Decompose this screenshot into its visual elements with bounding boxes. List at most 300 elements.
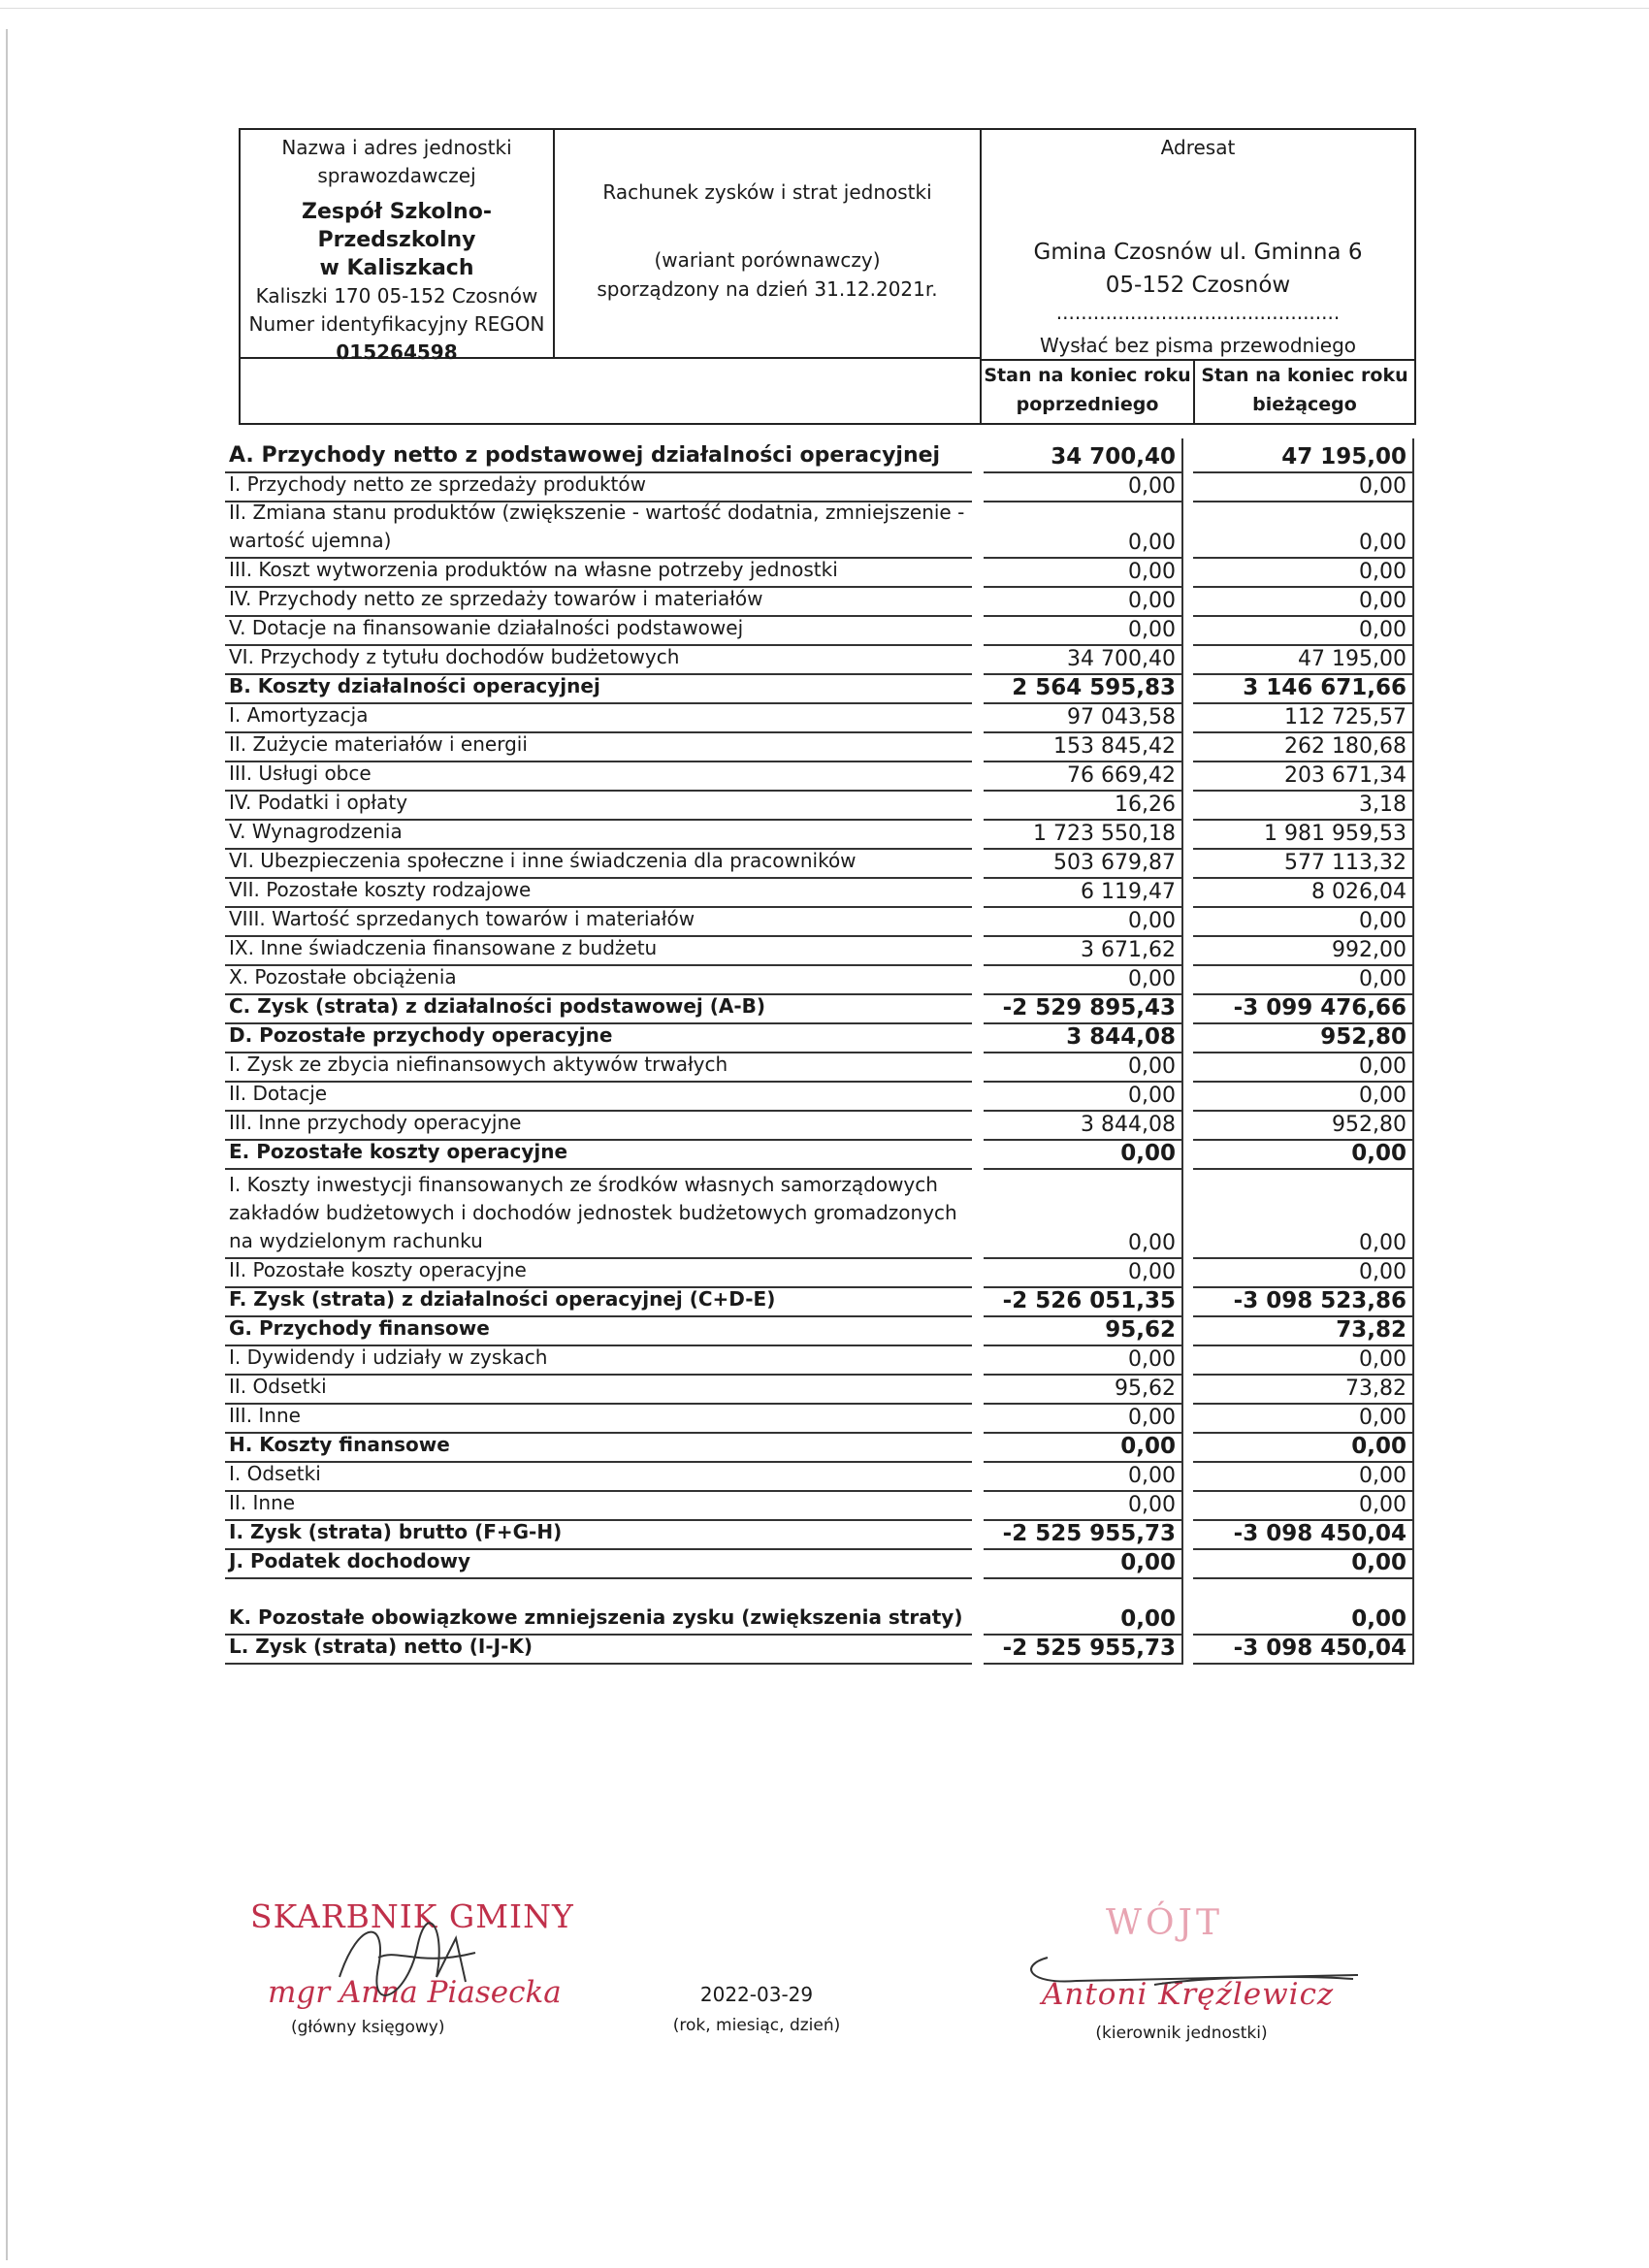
- value-current-text: 0,00: [1359, 618, 1406, 642]
- table-row: [225, 1259, 1416, 1288]
- value-current-year: [1193, 559, 1414, 588]
- value-current-year: [1193, 438, 1414, 473]
- value-current-text: 0,00: [1351, 1606, 1406, 1632]
- entity-name-2: w Kaliszkach: [319, 256, 474, 280]
- table-row: [225, 1521, 1416, 1550]
- table-row: [225, 821, 1416, 850]
- row-label-text: I. Odsetki: [229, 1462, 321, 1485]
- statement-table: [225, 438, 1416, 1665]
- value-current-year: [1193, 1492, 1414, 1521]
- value-previous-text: 0,00: [1128, 1084, 1176, 1108]
- treasurer-signature: [320, 1909, 495, 2016]
- value-current-year: [1193, 1376, 1414, 1405]
- row-label-text: VI. Ubezpieczenia społeczne i inne świadczenia dla pracowników: [229, 849, 857, 872]
- value-current-text: 203 671,34: [1284, 763, 1406, 788]
- row-label: [225, 617, 972, 646]
- value-previous-year: [984, 1492, 1183, 1521]
- value-previous-year: [984, 502, 1183, 559]
- row-label: [225, 1463, 972, 1492]
- value-current-year: [1193, 646, 1414, 675]
- table-row: [225, 1053, 1416, 1083]
- value-previous-year: [984, 733, 1183, 762]
- value-current-text: 0,00: [1359, 589, 1406, 613]
- value-current-text: 0,00: [1359, 1054, 1406, 1079]
- row-label: [225, 675, 972, 704]
- row-label-text: VIII. Wartość sprzedanych towarów i materiałów: [229, 907, 695, 930]
- row-label-text: I. Zysk ze zbycia niefinansowych aktywów trwałych: [229, 1053, 728, 1076]
- row-label-text: II. Odsetki: [229, 1375, 327, 1398]
- value-previous-text: 76 669,42: [1067, 763, 1176, 788]
- row-label-text: II. Inne: [229, 1491, 296, 1514]
- table-row: [225, 937, 1416, 966]
- entity-cell: [241, 130, 555, 364]
- value-previous-text: -2 529 895,43: [1002, 995, 1176, 1021]
- table-row: [225, 1579, 1416, 1636]
- title-cell: [555, 130, 982, 359]
- value-current-year: [1193, 1112, 1414, 1141]
- value-current-year: [1193, 1317, 1414, 1346]
- table-row: [225, 1434, 1416, 1463]
- value-previous-text: 0,00: [1128, 967, 1176, 991]
- table-row: [225, 966, 1416, 995]
- row-label: [225, 1024, 972, 1053]
- value-previous-year: [984, 1170, 1183, 1259]
- value-previous-text: -2 525 955,73: [1002, 1636, 1176, 1661]
- table-row: [225, 733, 1416, 762]
- table-row: [225, 1346, 1416, 1376]
- value-current-year: [1193, 850, 1414, 879]
- value-previous-text: 0,00: [1120, 1141, 1176, 1166]
- row-label-text: I. Przychody netto ze sprzedaży produktów: [229, 472, 646, 496]
- value-previous-text: 0,00: [1128, 618, 1176, 642]
- value-current-year: [1193, 937, 1414, 966]
- table-row: [225, 617, 1416, 646]
- value-current-year: [1193, 762, 1414, 792]
- addressee-cell: [982, 130, 1414, 359]
- value-current-text: 0,00: [1351, 1434, 1406, 1459]
- treasurer-caption: (główny księgowy): [291, 2018, 445, 2037]
- value-previous-text: 0,00: [1128, 1406, 1176, 1430]
- signing-date: 2022-03-29: [699, 1983, 814, 2006]
- value-previous-text: 0,00: [1128, 1347, 1176, 1372]
- row-label: [225, 1112, 972, 1141]
- table-row: [225, 1463, 1416, 1492]
- mayor-stamp-title: WÓJT: [1106, 1903, 1223, 1943]
- value-current-year: [1193, 675, 1414, 704]
- value-current-text: 3,18: [1359, 793, 1406, 817]
- value-previous-text: 503 679,87: [1053, 851, 1176, 875]
- entity-name-1: Zespół Szkolno-Przedszkolny: [302, 200, 492, 252]
- row-label: [225, 966, 972, 995]
- value-current-text: 73,82: [1345, 1377, 1406, 1401]
- value-current-year: [1193, 617, 1414, 646]
- value-previous-year: [984, 473, 1183, 502]
- row-label: [225, 1579, 972, 1636]
- value-current-year: [1193, 1288, 1414, 1317]
- value-previous-year: [984, 1053, 1183, 1083]
- value-previous-text: 0,00: [1120, 1434, 1176, 1459]
- value-previous-text: 0,00: [1128, 1231, 1176, 1255]
- table-row: [225, 704, 1416, 733]
- value-current-year: [1193, 1463, 1414, 1492]
- value-previous-year: [984, 675, 1183, 704]
- row-label: [225, 1492, 972, 1521]
- value-current-year: [1193, 1170, 1414, 1259]
- row-label-text: III. Inne przychody operacyjne: [229, 1111, 522, 1134]
- table-row: [225, 1405, 1416, 1434]
- table-row: [225, 1550, 1416, 1579]
- value-current-text: 0,00: [1359, 474, 1406, 499]
- value-previous-year: [984, 1376, 1183, 1405]
- row-label-text: IX. Inne świadczenia finansowane z budżetu: [229, 936, 658, 959]
- row-label: [225, 438, 972, 473]
- value-previous-text: 0,00: [1128, 1493, 1176, 1517]
- col-curr-line-2: bieżącego: [1252, 394, 1357, 415]
- value-current-year: [1193, 733, 1414, 762]
- value-current-text: 47 195,00: [1298, 647, 1406, 671]
- entity-label-2: sprawozdawczej: [317, 164, 476, 187]
- addressee-dots: ..............................................: [1055, 301, 1341, 324]
- row-label-text: B. Koszty działalności operacyjnej: [229, 674, 600, 697]
- value-current-text: -3 099 476,66: [1233, 995, 1406, 1021]
- row-label-text: II. Pozostałe koszty operacyjne: [229, 1258, 527, 1281]
- row-label: [225, 1521, 972, 1550]
- value-previous-text: 0,00: [1128, 1260, 1176, 1284]
- row-label: [225, 1053, 972, 1083]
- value-current-text: 0,00: [1359, 560, 1406, 584]
- value-previous-year: [984, 1259, 1183, 1288]
- value-current-year: [1193, 1521, 1414, 1550]
- column-header-current: [1195, 359, 1414, 423]
- value-current-text: 73,82: [1336, 1317, 1406, 1343]
- date-caption: (rok, miesiąc, dzień): [672, 2016, 841, 2035]
- entity-address: Kaliszki 170 05-152 Czosnów: [255, 284, 538, 308]
- table-row: [225, 1376, 1416, 1405]
- row-label-text: II. Dotacje: [229, 1082, 328, 1105]
- regon-number: 015264598: [336, 340, 458, 364]
- value-previous-text: 16,26: [1115, 793, 1176, 817]
- value-current-year: [1193, 1579, 1414, 1636]
- table-row: [225, 1636, 1416, 1665]
- value-previous-text: 3 844,08: [1081, 1113, 1176, 1137]
- row-label-text: II. Zmiana stanu produktów (zwiększenie - wartość dodatnia, zmniejszenie - wartość ujemna): [229, 501, 965, 552]
- row-label: [225, 1434, 972, 1463]
- value-previous-text: 95,62: [1105, 1317, 1176, 1343]
- value-current-year: [1193, 1636, 1414, 1665]
- row-label-text: I. Zysk (strata) brutto (F+G-H): [229, 1520, 563, 1543]
- row-label: [225, 908, 972, 937]
- value-previous-text: 0,00: [1128, 909, 1176, 933]
- value-current-text: -3 098 450,04: [1233, 1521, 1406, 1546]
- report-date: sporządzony na dzień 31.12.2021r.: [597, 277, 938, 301]
- scan-edge-top: [0, 8, 1649, 9]
- table-row: [225, 1288, 1416, 1317]
- value-current-year: [1193, 1053, 1414, 1083]
- value-current-year: [1193, 704, 1414, 733]
- report-title: Rachunek zysków i strat jednostki: [602, 180, 932, 204]
- regon-label: Numer identyfikacyjny REGON: [248, 312, 545, 336]
- row-label-text: I. Dywidendy i udziały w zyskach: [229, 1345, 548, 1369]
- row-label-text: IV. Podatki i opłaty: [229, 791, 408, 814]
- value-current-year: [1193, 995, 1414, 1024]
- value-previous-year: [984, 879, 1183, 908]
- table-row: [225, 1317, 1416, 1346]
- row-label-text: H. Koszty finansowe: [229, 1433, 450, 1456]
- row-label-text: V. Wynagrodzenia: [229, 820, 403, 843]
- table-row: [225, 1170, 1416, 1259]
- row-label: [225, 937, 972, 966]
- value-previous-year: [984, 588, 1183, 617]
- value-previous-year: [984, 850, 1183, 879]
- value-current-text: 0,00: [1359, 531, 1406, 555]
- value-previous-text: 95,62: [1115, 1377, 1176, 1401]
- row-label-text: L. Zysk (strata) netto (I-J-K): [229, 1635, 534, 1658]
- row-label: [225, 762, 972, 792]
- table-row: [225, 1024, 1416, 1053]
- addressee-line-2: 05-152 Czosnów: [1105, 273, 1291, 298]
- value-previous-year: [984, 438, 1183, 473]
- value-current-year: [1193, 908, 1414, 937]
- value-previous-text: 3 844,08: [1066, 1024, 1176, 1050]
- row-label: [225, 1259, 972, 1288]
- value-current-text: -3 098 523,86: [1233, 1288, 1406, 1313]
- value-previous-year: [984, 1463, 1183, 1492]
- row-label: [225, 995, 972, 1024]
- report-variant: (wariant porównawczy): [654, 248, 881, 272]
- value-current-text: 0,00: [1359, 967, 1406, 991]
- addressee-note: Wysłać bez pisma przewodniego: [1039, 334, 1357, 357]
- value-current-year: [1193, 502, 1414, 559]
- treasurer-stamp-name: mgr Anna Piasecka: [268, 1975, 562, 2010]
- row-label-text: G. Przychody finansowe: [229, 1316, 490, 1340]
- value-current-year: [1193, 1405, 1414, 1434]
- table-row: [225, 908, 1416, 937]
- row-label: [225, 588, 972, 617]
- table-row: [225, 1492, 1416, 1521]
- row-label-text: IV. Przychody netto ze sprzedaży towarów i materiałów: [229, 587, 763, 610]
- table-row: [225, 675, 1416, 704]
- row-label-text: III. Koszt wytworzenia produktów na własne potrzeby jednostki: [229, 558, 838, 581]
- row-label: [225, 879, 972, 908]
- row-label: [225, 1405, 972, 1434]
- row-label: [225, 646, 972, 675]
- value-previous-text: 2 564 595,83: [1012, 675, 1176, 700]
- value-current-text: 0,00: [1359, 1347, 1406, 1372]
- row-label: [225, 792, 972, 821]
- value-previous-year: [984, 966, 1183, 995]
- value-previous-year: [984, 617, 1183, 646]
- value-current-year: [1193, 1346, 1414, 1376]
- value-previous-year: [984, 1346, 1183, 1376]
- value-previous-text: -2 526 051,35: [1002, 1288, 1176, 1313]
- value-previous-text: 0,00: [1128, 474, 1176, 499]
- value-current-year: [1193, 1024, 1414, 1053]
- value-previous-year: [984, 1083, 1183, 1112]
- value-previous-text: 34 700,40: [1067, 647, 1176, 671]
- value-previous-year: [984, 1550, 1183, 1579]
- value-current-year: [1193, 1141, 1414, 1170]
- row-label-text: II. Zużycie materiałów i energii: [229, 732, 528, 756]
- row-label: [225, 850, 972, 879]
- table-row: [225, 1112, 1416, 1141]
- row-label-text: VII. Pozostałe koszty rodzajowe: [229, 878, 532, 901]
- value-current-year: [1193, 1259, 1414, 1288]
- value-previous-text: 6 119,47: [1081, 880, 1176, 904]
- addressee-label: Adresat: [1160, 136, 1236, 159]
- value-previous-year: [984, 937, 1183, 966]
- value-previous-text: 0,00: [1128, 1054, 1176, 1079]
- value-current-year: [1193, 879, 1414, 908]
- value-previous-text: 3 671,62: [1081, 938, 1176, 962]
- value-previous-year: [984, 1521, 1183, 1550]
- row-label-text: III. Inne: [229, 1404, 301, 1427]
- value-previous-year: [984, 792, 1183, 821]
- row-label-text: A. Przychody netto z podstawowej działalności operacyjnej: [229, 443, 941, 468]
- table-row: [225, 995, 1416, 1024]
- value-previous-year: [984, 762, 1183, 792]
- value-previous-year: [984, 646, 1183, 675]
- value-previous-text: 97 043,58: [1067, 705, 1176, 729]
- value-current-text: 952,80: [1332, 1113, 1406, 1137]
- value-previous-text: 0,00: [1128, 560, 1176, 584]
- value-previous-year: [984, 1288, 1183, 1317]
- table-row: [225, 559, 1416, 588]
- value-previous-text: 1 723 550,18: [1033, 822, 1176, 846]
- value-previous-text: 153 845,42: [1053, 734, 1176, 759]
- table-row: [225, 879, 1416, 908]
- value-previous-year: [984, 1317, 1183, 1346]
- row-label: [225, 821, 972, 850]
- row-label-text: J. Podatek dochodowy: [229, 1549, 471, 1572]
- value-current-text: 952,80: [1320, 1024, 1406, 1050]
- row-label: [225, 1288, 972, 1317]
- value-previous-year: [984, 1405, 1183, 1434]
- row-label: [225, 704, 972, 733]
- value-current-text: 0,00: [1359, 1493, 1406, 1517]
- value-previous-text: -2 525 955,73: [1002, 1521, 1176, 1546]
- value-current-year: [1193, 1434, 1414, 1463]
- value-current-text: 992,00: [1332, 938, 1406, 962]
- value-previous-text: 0,00: [1120, 1550, 1176, 1575]
- value-previous-text: 0,00: [1120, 1606, 1176, 1632]
- row-label-text: D. Pozostałe przychody operacyjne: [229, 1023, 613, 1047]
- value-current-text: 112 725,57: [1284, 705, 1406, 729]
- mayor-signature: [1009, 1946, 1368, 2004]
- value-previous-text: 34 700,40: [1051, 444, 1176, 470]
- value-previous-year: [984, 559, 1183, 588]
- row-label-text: X. Pozostałe obciążenia: [229, 965, 457, 988]
- value-previous-year: [984, 908, 1183, 937]
- report-header: [239, 128, 1416, 425]
- value-current-text: 0,00: [1351, 1141, 1406, 1166]
- col-prev-line-2: poprzedniego: [1016, 394, 1159, 415]
- value-current-year: [1193, 966, 1414, 995]
- row-label: [225, 1317, 972, 1346]
- row-label: [225, 1141, 972, 1170]
- table-row: [225, 502, 1416, 559]
- table-row: [225, 1141, 1416, 1170]
- value-current-text: 0,00: [1359, 1406, 1406, 1430]
- row-label: [225, 1636, 972, 1665]
- value-current-text: 0,00: [1359, 1084, 1406, 1108]
- table-row: [225, 792, 1416, 821]
- value-current-year: [1193, 792, 1414, 821]
- row-label-text: E. Pozostałe koszty operacyjne: [229, 1140, 568, 1163]
- value-current-text: 1 981 959,53: [1264, 822, 1406, 846]
- table-row: [225, 438, 1416, 473]
- table-row: [225, 588, 1416, 617]
- row-label-text: K. Pozostałe obowiązkowe zmniejszenia zysku (zwiększenia straty): [229, 1605, 963, 1629]
- row-label-text: VI. Przychody z tytułu dochodów budżetowych: [229, 645, 680, 668]
- row-label: [225, 1550, 972, 1579]
- row-label: [225, 1346, 972, 1376]
- table-row: [225, 850, 1416, 879]
- row-label-text: F. Zysk (strata) z działalności operacyjnej (C+D-E): [229, 1287, 776, 1311]
- row-label-text: III. Usługi obce: [229, 761, 372, 785]
- value-current-text: 47 195,00: [1281, 444, 1406, 470]
- value-previous-text: 0,00: [1128, 589, 1176, 613]
- value-current-text: 0,00: [1359, 1260, 1406, 1284]
- value-current-year: [1193, 588, 1414, 617]
- value-current-text: 0,00: [1351, 1550, 1406, 1575]
- column-header-blank: [241, 359, 982, 423]
- value-current-text: 0,00: [1359, 909, 1406, 933]
- entity-label-1: Nazwa i adres jednostki: [281, 136, 512, 159]
- table-row: [225, 762, 1416, 792]
- value-previous-year: [984, 995, 1183, 1024]
- value-current-text: 262 180,68: [1284, 734, 1406, 759]
- value-current-text: -3 098 450,04: [1233, 1636, 1406, 1661]
- treasurer-stamp-title: SKARBNIK GMINY: [250, 1897, 574, 1935]
- col-prev-line-1: Stan na koniec roku: [984, 365, 1191, 386]
- value-current-year: [1193, 821, 1414, 850]
- value-current-text: 0,00: [1359, 1231, 1406, 1255]
- column-header-previous: [982, 359, 1195, 423]
- value-previous-year: [984, 1024, 1183, 1053]
- table-row: [225, 646, 1416, 675]
- value-previous-year: [984, 1141, 1183, 1170]
- value-previous-year: [984, 1434, 1183, 1463]
- value-previous-year: [984, 1579, 1183, 1636]
- row-label-text: I. Amortyzacja: [229, 703, 369, 727]
- row-label-text: V. Dotacje na finansowanie działalności podstawowej: [229, 616, 744, 639]
- value-current-year: [1193, 473, 1414, 502]
- addressee-line-1: Gmina Czosnów ul. Gminna 6: [1033, 240, 1363, 265]
- row-label: [225, 1083, 972, 1112]
- row-label: [225, 559, 972, 588]
- mayor-stamp-name: Antoni Kręźlewicz: [1042, 1977, 1335, 2012]
- row-label: [225, 1170, 972, 1259]
- row-label: [225, 1376, 972, 1405]
- value-current-text: 0,00: [1359, 1464, 1406, 1488]
- row-label-text: I. Koszty inwestycji finansowanych ze środków własnych samorządowych zakładów budżetowych i dochodów jednostek budżetowych gromadzonych na wydzielonym rachunku: [229, 1173, 957, 1252]
- row-label: [225, 733, 972, 762]
- col-curr-line-1: Stan na koniec roku: [1201, 365, 1408, 386]
- row-label-text: C. Zysk (strata) z działalności podstawowej (A-B): [229, 994, 766, 1018]
- value-current-text: 3 146 671,66: [1243, 675, 1406, 700]
- value-previous-year: [984, 704, 1183, 733]
- value-previous-year: [984, 1112, 1183, 1141]
- value-current-text: 577 113,32: [1284, 851, 1406, 875]
- value-previous-text: 0,00: [1128, 1464, 1176, 1488]
- table-row: [225, 1083, 1416, 1112]
- row-label: [225, 502, 972, 559]
- value-previous-year: [984, 1636, 1183, 1665]
- mayor-caption: (kierownik jednostki): [1095, 2024, 1268, 2043]
- value-current-year: [1193, 1083, 1414, 1112]
- value-current-year: [1193, 1550, 1414, 1579]
- value-previous-year: [984, 821, 1183, 850]
